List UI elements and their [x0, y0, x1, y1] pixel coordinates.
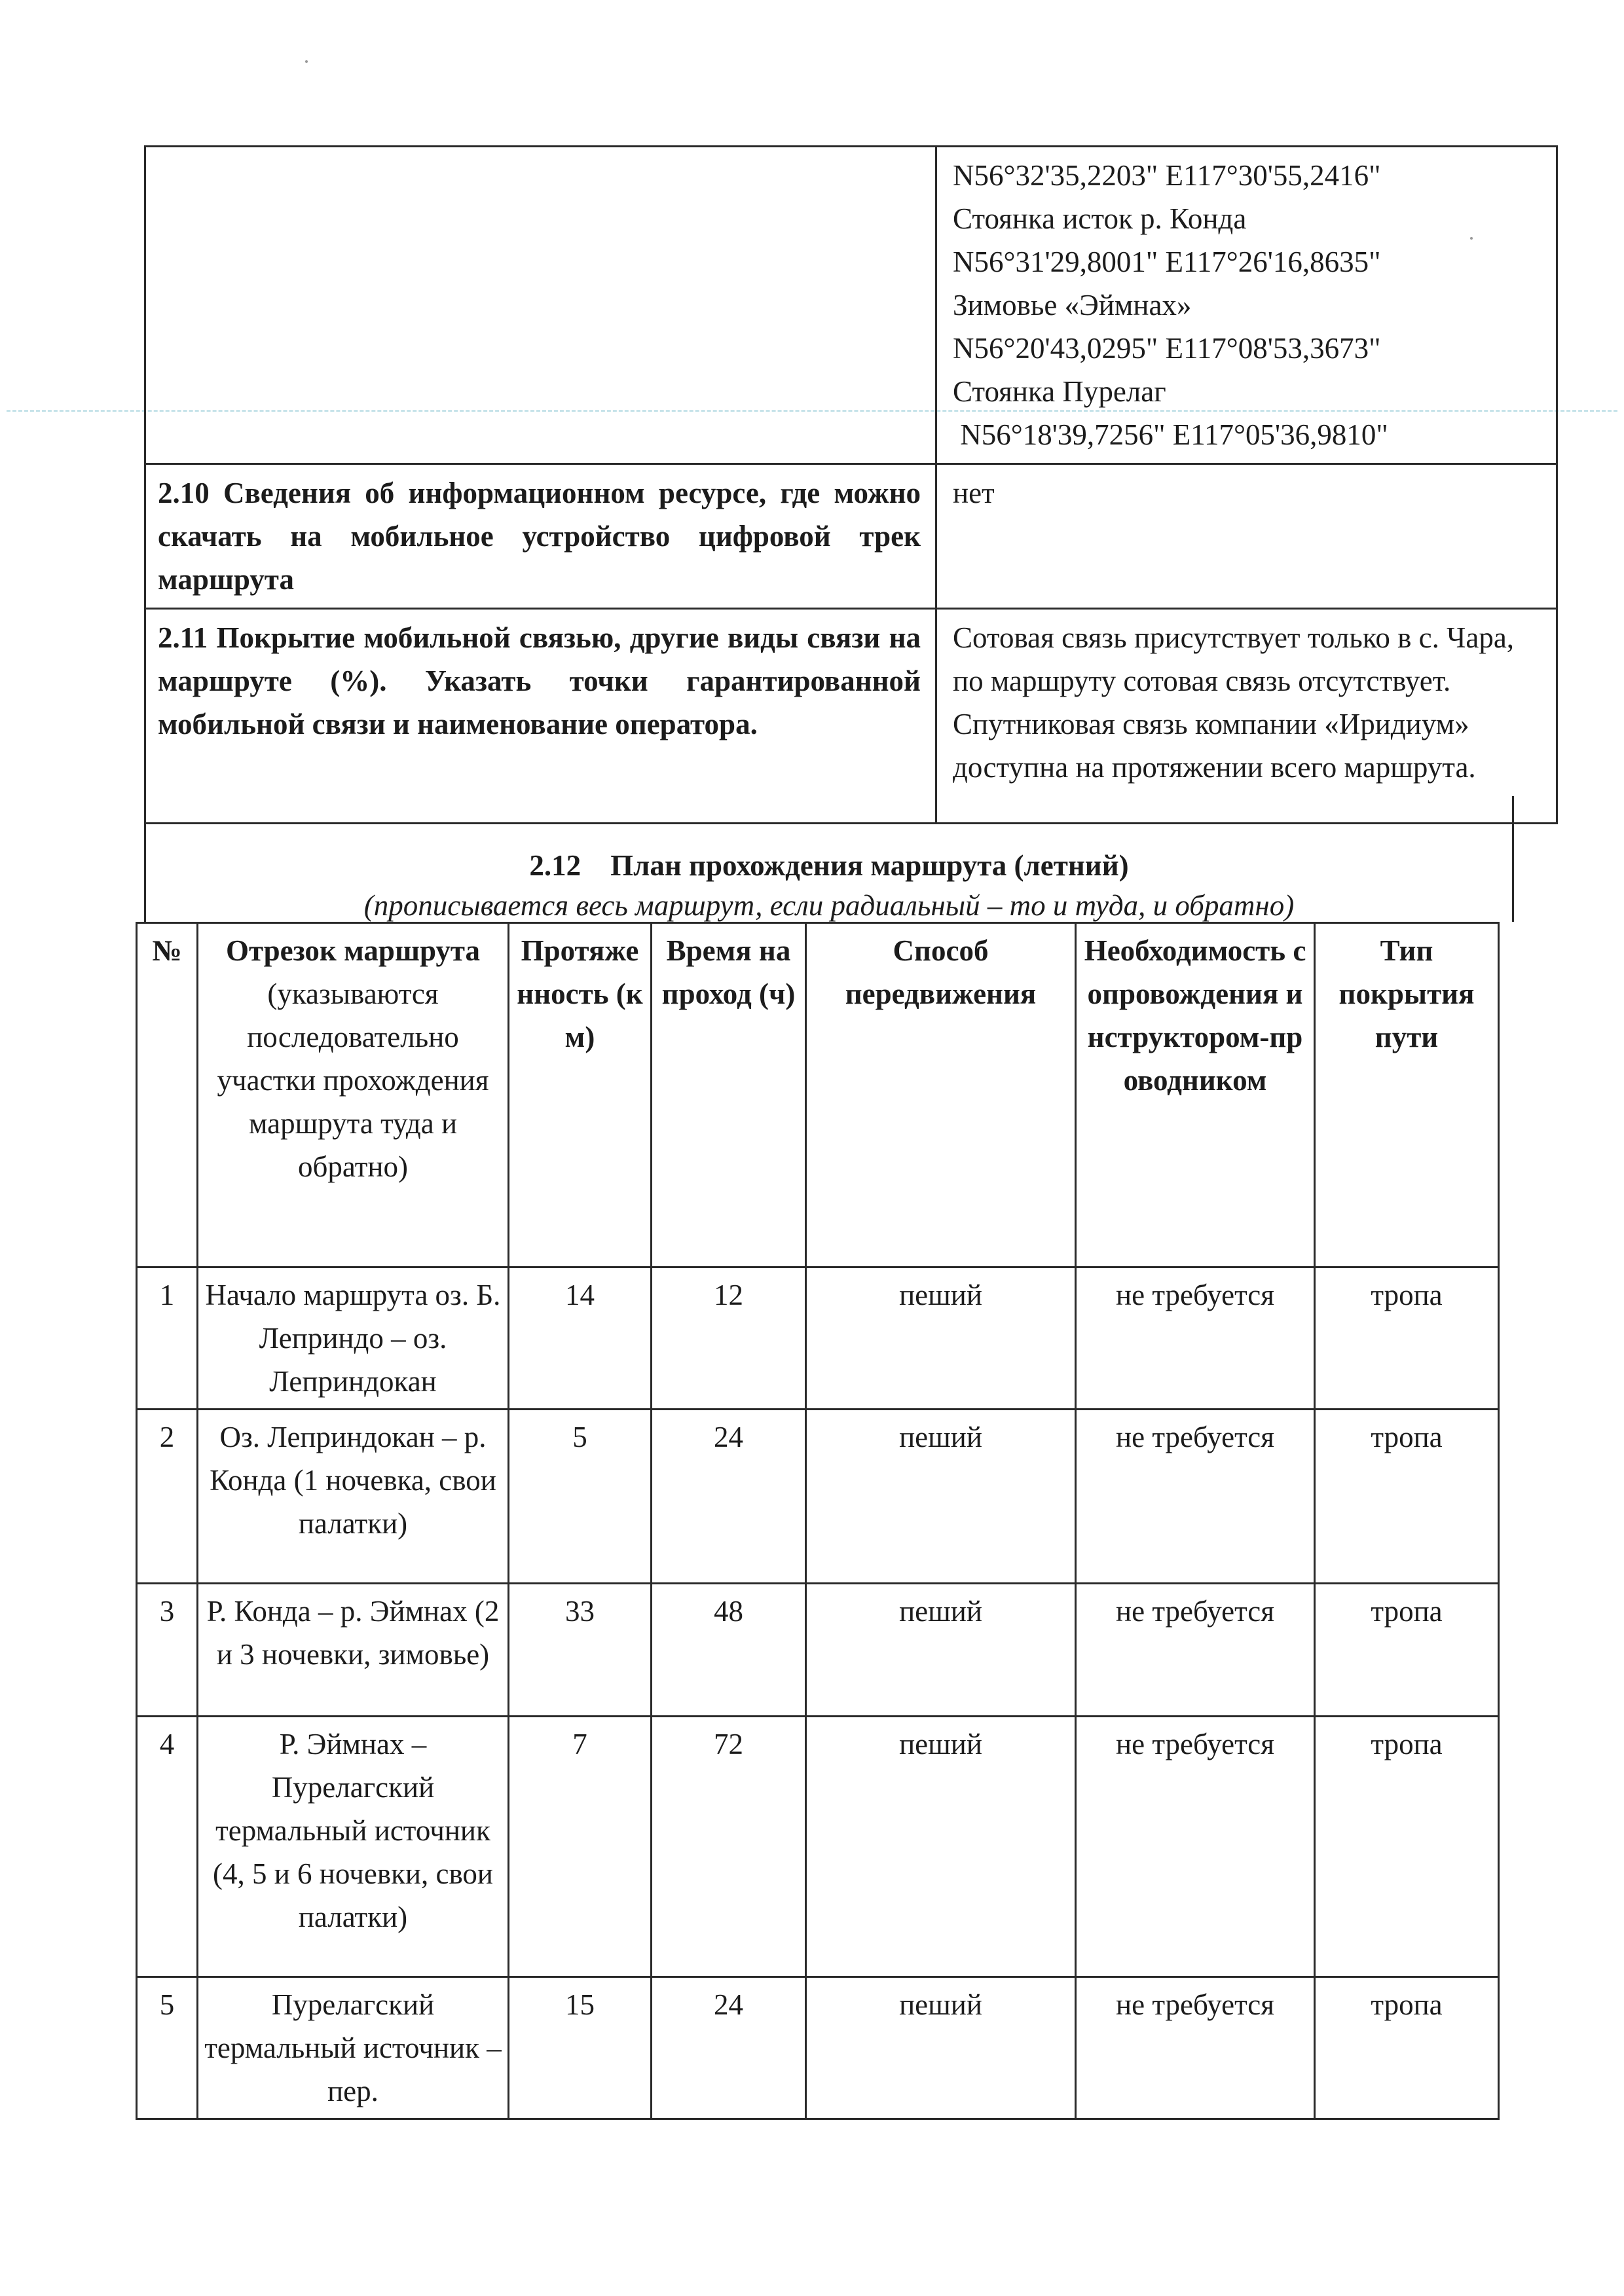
header-segment-note: (указываются последовательно участки прохождения маршрута туда и обратно) — [217, 977, 489, 1183]
row-length: 33 — [509, 1584, 652, 1717]
row-number: 5 — [137, 1977, 198, 2119]
header-length: Протяженность (км) — [509, 923, 652, 1267]
row-length: 15 — [509, 1977, 652, 2119]
info-row-label — [145, 147, 936, 464]
row-surface: тропа — [1315, 1717, 1499, 1977]
route-info-table — [144, 145, 1558, 824]
table-row — [137, 1717, 1499, 1977]
row-segment: Р. Конда – р. Эймнах (2 и 3 ночевки, зимовье) — [198, 1584, 509, 1717]
row-segment: Оз. Леприндокан – р. Конда (1 ночевка, свои палатки) — [198, 1410, 509, 1584]
header-time: Время на проход (ч) — [652, 923, 806, 1267]
header-segment — [198, 923, 509, 1267]
plan-header-row — [137, 923, 1499, 1267]
info-value-text: нет — [953, 477, 995, 509]
row-guide: не требуется — [1076, 1410, 1315, 1584]
row-surface: тропа — [1315, 1584, 1499, 1717]
row-time: 24 — [652, 1977, 806, 2119]
row-number: 2 — [137, 1410, 198, 1584]
row-time: 24 — [652, 1410, 806, 1584]
info-row-label: 2.10 Сведения об информационном ресурсе, где можно скачать на мобильное устройство цифровой трек маршрута — [145, 464, 936, 609]
route-plan-table — [136, 922, 1500, 2120]
row-segment: Начало маршрута оз. Б. Леприндо – оз. Леприндокан — [198, 1267, 509, 1410]
row-guide: не требуется — [1076, 1267, 1315, 1410]
waypoint-name: Зимовье «Эймнах» — [953, 289, 1192, 321]
coordinate-line: N56°20'43,0295" E117°08'53,3673" — [953, 332, 1381, 365]
row-length: 14 — [509, 1267, 652, 1410]
info-row-digital-track — [145, 464, 1557, 609]
header-segment-title: Отрезок маршрута — [225, 934, 481, 967]
info-row-coordinates — [145, 147, 1557, 464]
info-row-label: 2.11 Покрытие мобильной связью, другие виды связи на маршруте (%). Указать точки гарантированной мобильной связи и наименование оператора. — [145, 609, 936, 824]
row-mode: пеший — [806, 1977, 1076, 2119]
row-guide: не требуется — [1076, 1717, 1315, 1977]
row-number: 4 — [137, 1717, 198, 1977]
header-surface: Тип покрытия пути — [1315, 923, 1499, 1267]
row-mode: пеший — [806, 1717, 1076, 1977]
info-value-text: Сотовая связь присутствует только в с. Чара, по маршруту сотовая связь отсутствует. Спутниковая связь компании «Иридиум» доступна на протяжении всего маршрута. — [953, 621, 1515, 784]
coordinate-line: N56°32'35,2203" E117°30'55,2416" — [953, 159, 1381, 192]
row-guide: не требуется — [1076, 1584, 1315, 1717]
waypoint-name: Стоянка Пурелаг — [953, 375, 1166, 408]
table-row — [137, 1977, 1499, 2119]
row-segment: Пурелагский термальный источник – пер. — [198, 1977, 509, 2119]
row-surface: тропа — [1315, 1410, 1499, 1584]
table-row — [137, 1267, 1499, 1410]
info-row-value — [936, 609, 1557, 824]
row-surface: тропа — [1315, 1267, 1499, 1410]
row-time: 48 — [652, 1584, 806, 1717]
row-mode: пеший — [806, 1267, 1076, 1410]
waypoint-name: Стоянка исток р. Конда — [953, 202, 1247, 235]
header-number: № — [137, 923, 198, 1267]
coordinates-cell — [936, 147, 1557, 464]
row-surface: тропа — [1315, 1977, 1499, 2119]
row-number: 1 — [137, 1267, 198, 1410]
section-subtitle: (прописывается весь маршрут, если радиальный – то и туда, и обратно) — [363, 889, 1295, 922]
row-mode: пеший — [806, 1584, 1076, 1717]
scan-speck — [305, 60, 308, 63]
row-mode: пеший — [806, 1410, 1076, 1584]
section-title: 2.12 План прохождения маршрута (летний) — [529, 849, 1129, 882]
info-row-value — [936, 464, 1557, 609]
section-header-box — [144, 796, 1514, 922]
coordinate-line: N56°18'39,7256" E117°05'36,9810" — [953, 418, 1388, 451]
row-time: 12 — [652, 1267, 806, 1410]
row-number: 3 — [137, 1584, 198, 1717]
header-guide: Необходимость сопровождения инструктором-проводником — [1076, 923, 1315, 1267]
table-row — [137, 1410, 1499, 1584]
row-length: 5 — [509, 1410, 652, 1584]
row-length: 7 — [509, 1717, 652, 1977]
header-mode: Способ передвижения — [806, 923, 1076, 1267]
row-guide: не требуется — [1076, 1977, 1315, 2119]
row-time: 72 — [652, 1717, 806, 1977]
table-row — [137, 1584, 1499, 1717]
row-segment: Р. Эймнах – Пурелагский термальный источник (4, 5 и 6 ночевки, свои палатки) — [198, 1717, 509, 1977]
coordinate-line: N56°31'29,8001" E117°26'16,8635" — [953, 246, 1381, 278]
info-row-mobile-coverage — [145, 609, 1557, 824]
